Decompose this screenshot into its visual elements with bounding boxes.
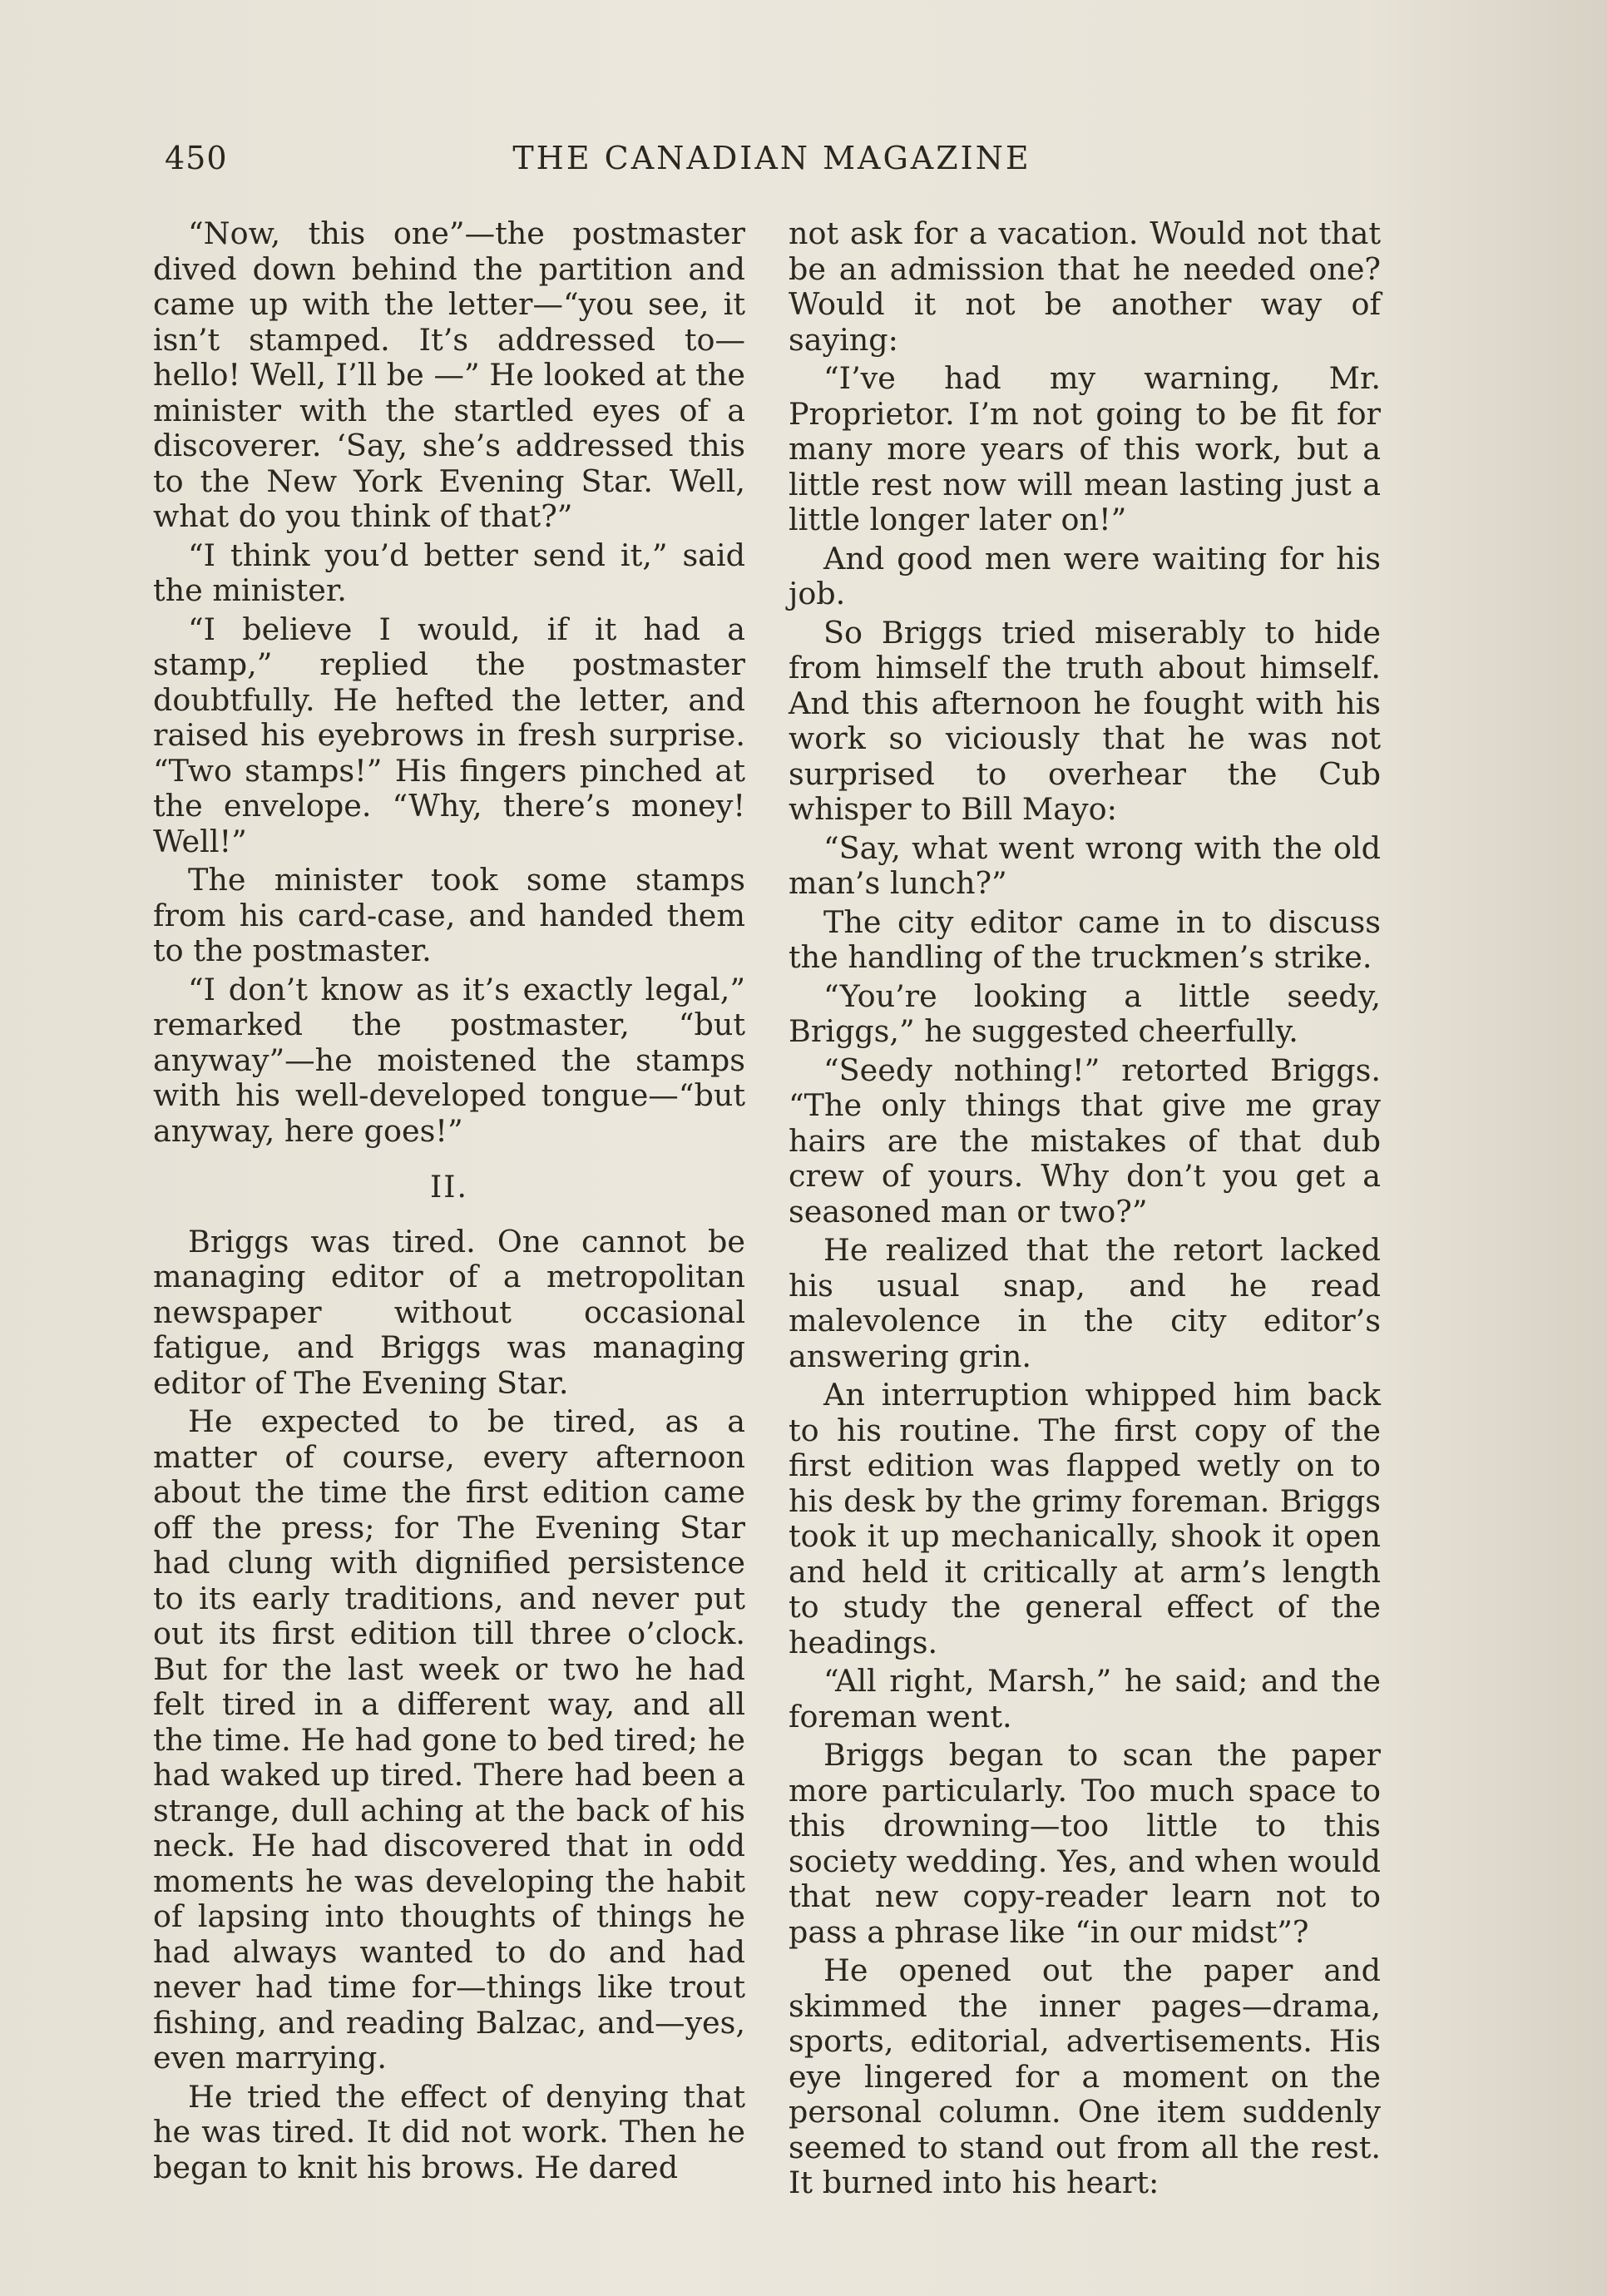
paragraph: not ask for a vacation. Would not that be an admission that he needed one? Would it not be another way of saying: xyxy=(789,215,1381,358)
paragraph: The city editor came in to discuss the handling of the truckmen’s strike. xyxy=(789,903,1381,975)
paragraph: “I’ve had my warning, Mr. Proprietor. I’m not going to be fit for many more years of this work, but a little rest now will mean lasting just a little longer later on!” xyxy=(789,360,1381,537)
paragraph: “You’re looking a little seedy, Briggs,” he suggested cheerfully. xyxy=(789,977,1381,1049)
paragraph: An interruption whipped him back to his routine. The first copy of the first edition was flapped wetly on to his desk by the grimy foreman. Briggs took it up mechanically, shook it open and held it critically at arm’s length to study the general effect of the headings. xyxy=(789,1377,1381,1660)
paragraph: And good men were waiting for his job. xyxy=(789,540,1381,611)
paragraph: Briggs was tired. One cannot be managing editor of a metropolitan newspaper without occasional fatigue, and Briggs was managing editor of The Evening Star. xyxy=(153,1223,745,1401)
paragraph: “I believe I would, if it had a stamp,” replied the postmaster doubtfully. He hefted the letter, and raised his eyebrows in fresh surprise. “Two stamps!” His fingers pinched at the envelope. “Why, there’s money! Well!” xyxy=(153,611,745,859)
left-column xyxy=(153,216,745,2189)
running-head: THE CANADIAN MAGAZINE xyxy=(512,140,1031,176)
paragraph: “Seedy nothing!” retorted Briggs. “The only things that give me gray hairs are the mistakes of that dub crew of yours. Why don’t you get a seasoned man or two?” xyxy=(789,1052,1381,1230)
paragraph: Briggs began to scan the paper more particularly. Too much space to this drowning—too little to this society wedding. Yes, and when would that new copy-reader learn not to pass a phrase like “in our midst”? xyxy=(789,1737,1381,1950)
paragraph: “I don’t know as it’s exactly legal,” remarked the postmaster, “but anyway”—he moistened the stamps with his well-developed tongue—“but anyway, here goes!” xyxy=(153,971,745,1149)
paragraph: He tried the effect of denying that he was tired. It did not work. Then he began to knit his brows. He dared xyxy=(153,2078,745,2185)
paragraph: So Briggs tried miserably to hide from himself the truth about himself. And this afternoon he fought with his work so viciously that he was not surprised to overhear the Cub whisper to Bill Mayo: xyxy=(789,614,1381,827)
page-header xyxy=(165,140,1379,190)
section-heading: II. xyxy=(430,1170,468,1205)
paragraph: “I think you’d better send it,” said the minister. xyxy=(153,537,745,608)
paragraph: He opened out the paper and skimmed the inner pages—drama, sports, editorial, advertisements. His eye lingered for a moment on the personal column. One item suddenly seemed to stand out from all the rest. It burned into his heart: xyxy=(789,1952,1381,2200)
page-number: 450 xyxy=(165,140,228,176)
paragraph: The minister took some stamps from his card-case, and handed them to the postmaster. xyxy=(153,862,745,968)
paragraph: “Say, what went wrong with the old man’s lunch?” xyxy=(789,829,1381,901)
right-column xyxy=(789,216,1381,2204)
paragraph: “Now, this one”—the postmaster dived down behind the partition and came up with the letter—“you see, it isn’t stamped. It’s addressed to—hello! Well, I’ll be —” He looked at the minister with the startled eyes of a discoverer. ‘Say, she’s addressed this to the New York Evening Star. Well, what do you think of that?” xyxy=(153,215,745,534)
paragraph: He expected to be tired, as a matter of course, every afternoon about the time the first edition came off the press; for The Evening Star had clung with dignified persistence to its early traditions, and never put out its first edition till three o’clock. But for the last week or two he had felt tired in a different way, and all the time. He had gone to bed tired; he had waked up tired. There had been a strange, dull aching at the back of his neck. He had discovered that in odd moments he was developing the habit of lapsing into thoughts of things he had always wanted to do and had never had time for—things like trout fishing, and reading Balzac, and—yes, even marrying. xyxy=(153,1403,745,2076)
paragraph: “All right, Marsh,” he said; and the foreman went. xyxy=(789,1663,1381,1734)
paragraph: He realized that the retort lacked his usual snap, and he read malevolence in the city editor’s answering grin. xyxy=(789,1232,1381,1374)
